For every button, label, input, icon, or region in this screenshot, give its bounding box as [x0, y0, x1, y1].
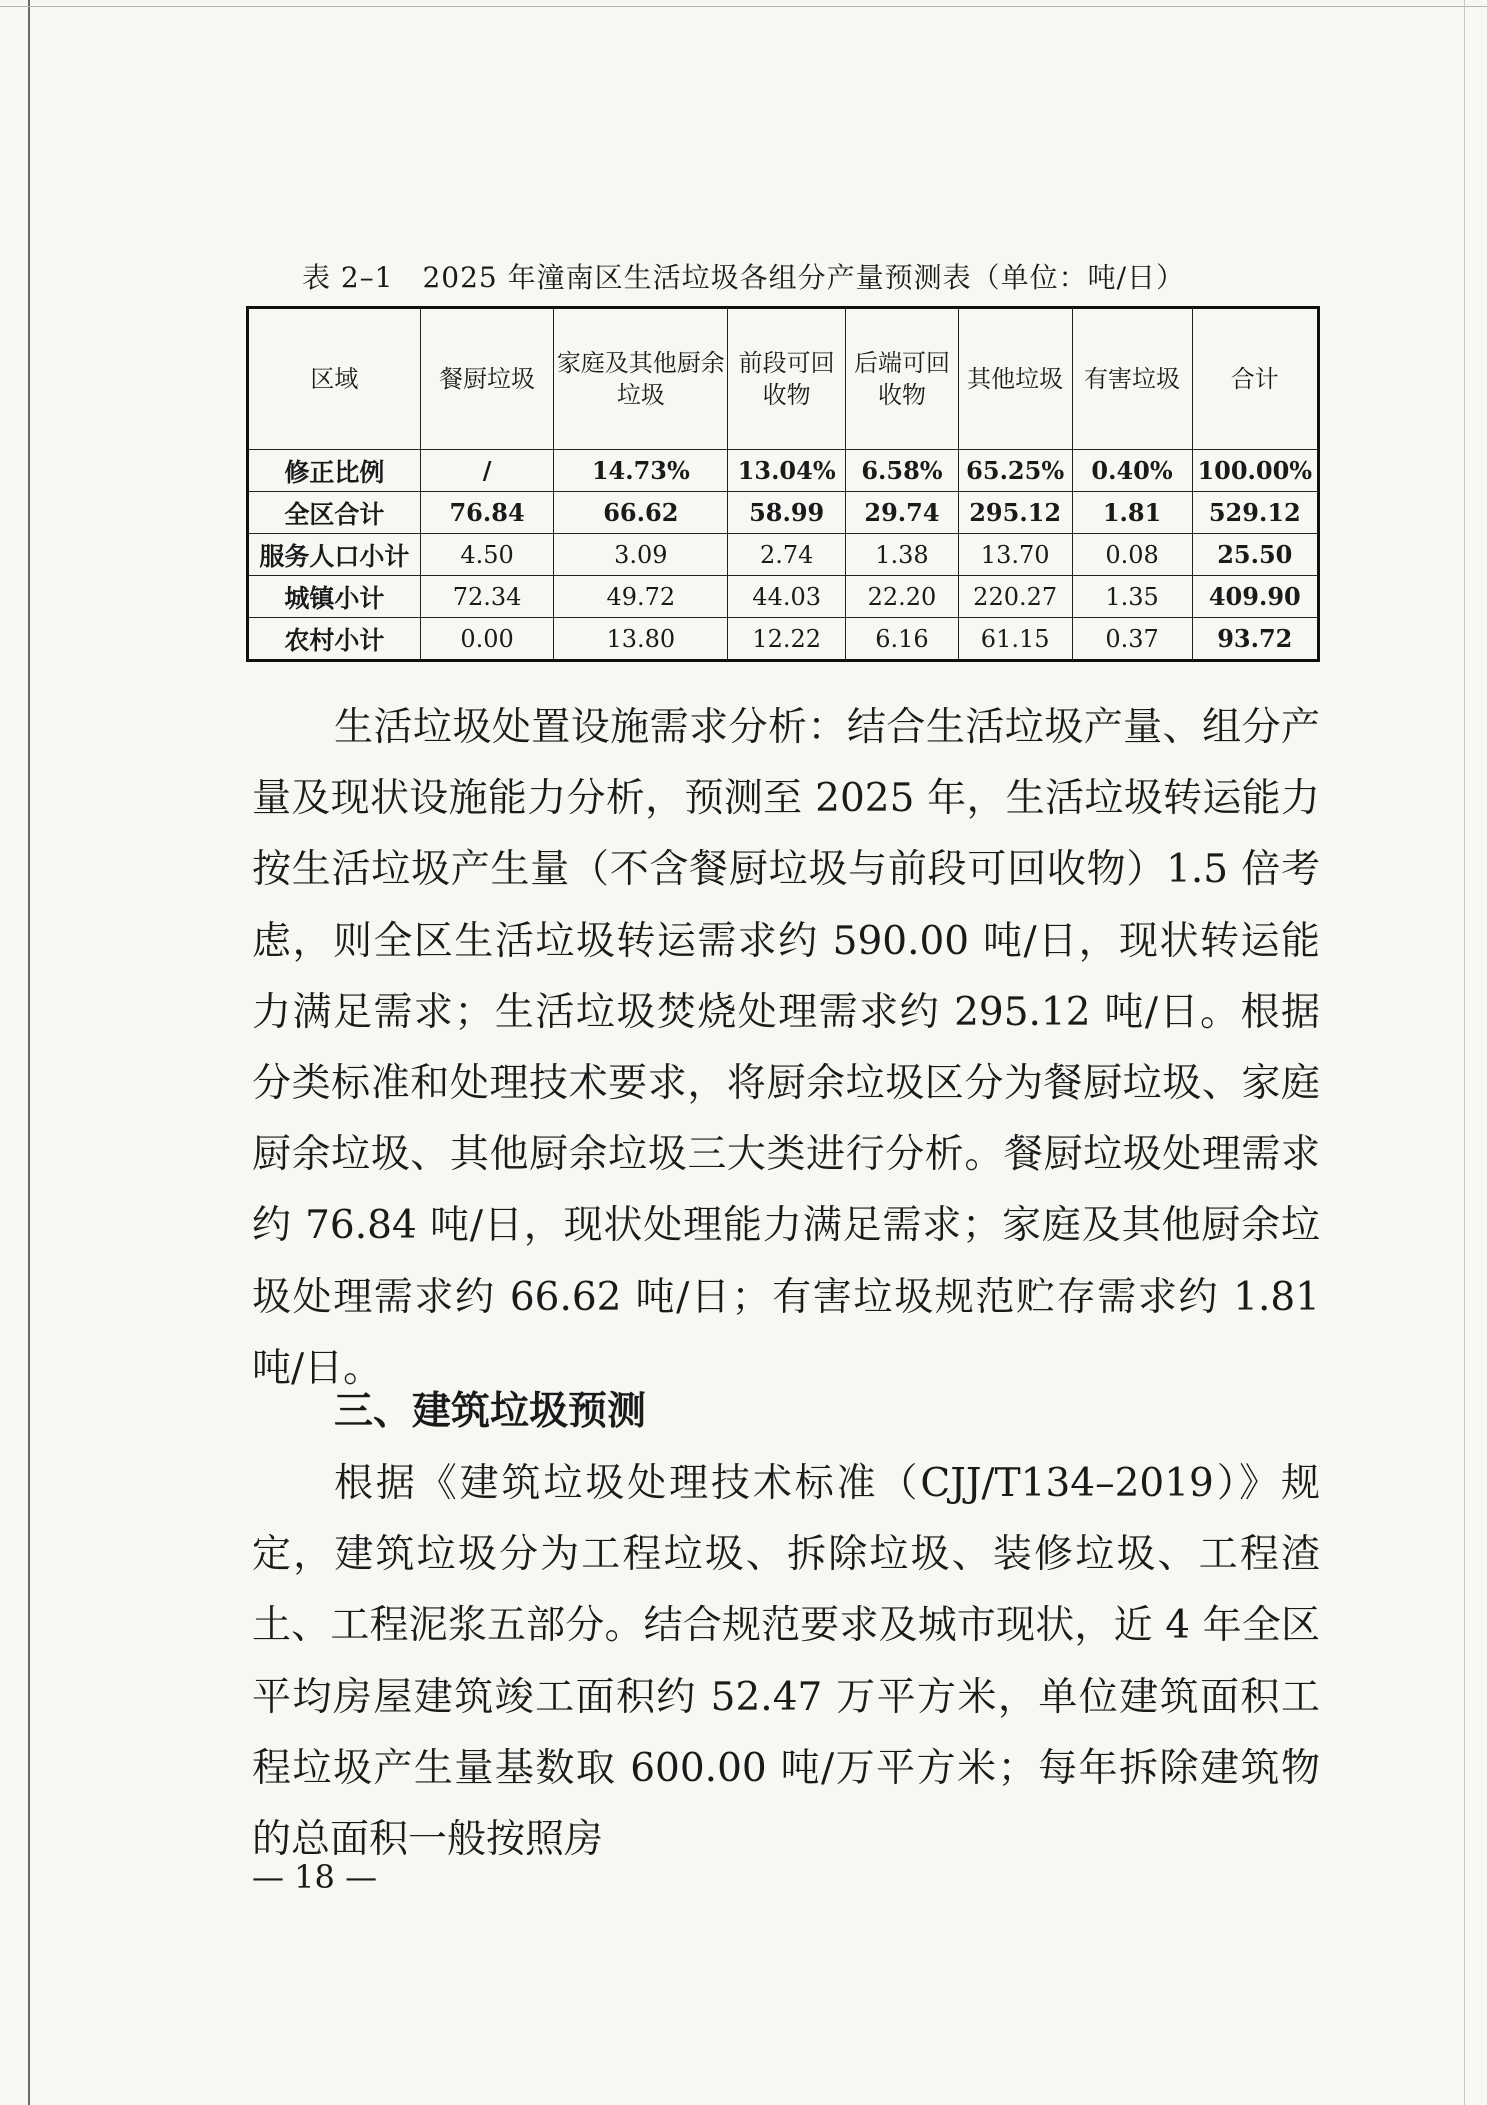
table-header-row [248, 308, 1319, 450]
table-cell: 0.08 [1072, 534, 1192, 576]
table-cell: 1.38 [846, 534, 959, 576]
table-cell: 6.58% [846, 450, 959, 492]
table-row [248, 450, 1319, 492]
table-cell: 1.35 [1072, 576, 1192, 618]
table-cell: 76.84 [420, 492, 554, 534]
table-cell: 0.40% [1072, 450, 1192, 492]
body-paragraph-construction-waste: 根据《建筑垃圾处理技术标准（CJJ/T134–2019）》规定，建筑垃圾分为工程垃圾、拆除垃圾、装修垃圾、工程渣土、工程泥浆五部分。结合规范要求及城市现状，近 4 年全区平均房屋建筑竣工面积约 52.47 万平方米，单位建筑面积工程垃圾产生量基数取 600.00 吨/万平方米；每年拆除建筑物的总面积一般按照房 [252, 1461, 1320, 1863]
table-cell: 49.72 [554, 576, 728, 618]
table-row [248, 576, 1319, 618]
table-cell: 0.37 [1072, 618, 1192, 661]
table-cell: 2.74 [728, 534, 846, 576]
table-cell: 1.81 [1072, 492, 1192, 534]
table-cell: 65.25% [958, 450, 1072, 492]
section-heading: 三、建筑垃圾预测 [334, 1389, 647, 1434]
table-cell: 25.50 [1192, 534, 1318, 576]
table-caption: 表 2–1 2025 年潼南区生活垃圾各组分产量预测表（单位：吨/日） [301, 261, 1186, 294]
header-total: 合计 [1192, 308, 1318, 450]
table-cell: 529.12 [1192, 492, 1318, 534]
table-cell: 22.20 [846, 576, 959, 618]
page-number: — 18 — [252, 1858, 378, 1896]
row-label: 城镇小计 [248, 576, 421, 618]
table-cell: 66.62 [554, 492, 728, 534]
table-cell: 12.22 [728, 618, 846, 661]
table-row [248, 534, 1319, 576]
header-household-kitchen-waste: 家庭及其他厨余垃圾 [554, 308, 728, 450]
header-hazardous-waste: 有害垃圾 [1072, 308, 1192, 450]
page-right-edge [1464, 0, 1465, 2105]
table-row [248, 492, 1319, 534]
row-label: 服务人口小计 [248, 534, 421, 576]
table-cell: 58.99 [728, 492, 846, 534]
header-other-waste: 其他垃圾 [958, 308, 1072, 450]
table-cell: 29.74 [846, 492, 959, 534]
table-cell: 295.12 [958, 492, 1072, 534]
table-cell: 14.73% [554, 450, 728, 492]
table-cell: 44.03 [728, 576, 846, 618]
table-cell: / [420, 450, 554, 492]
row-label: 农村小计 [248, 618, 421, 661]
header-front-recyclables: 前段可回收物 [728, 308, 846, 450]
forecast-table [246, 306, 1320, 662]
page-left-edge [28, 0, 30, 2105]
page-top-edge [0, 6, 1487, 7]
table-cell: 13.70 [958, 534, 1072, 576]
header-food-waste: 餐厨垃圾 [420, 308, 554, 450]
header-region: 区域 [248, 308, 421, 450]
table-row [248, 618, 1319, 661]
table-cell: 72.34 [420, 576, 554, 618]
table-cell: 409.90 [1192, 576, 1318, 618]
body-paragraph-facility-analysis: 生活垃圾处置设施需求分析：结合生活垃圾产量、组分产量及现状设施能力分析，预测至 2025 年，生活垃圾转运能力按生活垃圾产生量（不含餐厨垃圾与前段可回收物）1.5 倍考虑，则全区生活垃圾转运需求约 590.00 吨/日，现状转运能力满足需求；生活垃圾焚烧处理需求约 295.12 吨/日。根据分类标准和处理技术要求，将厨余垃圾区分为餐厨垃圾、家庭厨余垃圾、其他厨余垃圾三大类进行分析。餐厨垃圾处理需求约 76.84 吨/日，现状处理能力满足需求；家庭及其他厨余垃圾处理需求约 66.62 吨/日；有害垃圾规范贮存需求约 1.81 吨/日。 [252, 705, 1320, 1391]
table-cell: 13.04% [728, 450, 846, 492]
table-cell: 6.16 [846, 618, 959, 661]
table-cell: 220.27 [958, 576, 1072, 618]
table-cell: 3.09 [554, 534, 728, 576]
table-cell: 61.15 [958, 618, 1072, 661]
table-cell: 13.80 [554, 618, 728, 661]
table-cell: 0.00 [420, 618, 554, 661]
table-cell: 100.00% [1192, 450, 1318, 492]
header-back-recyclables: 后端可回收物 [846, 308, 959, 450]
row-label: 全区合计 [248, 492, 421, 534]
table-cell: 93.72 [1192, 618, 1318, 661]
table-cell: 4.50 [420, 534, 554, 576]
row-label: 修正比例 [248, 450, 421, 492]
